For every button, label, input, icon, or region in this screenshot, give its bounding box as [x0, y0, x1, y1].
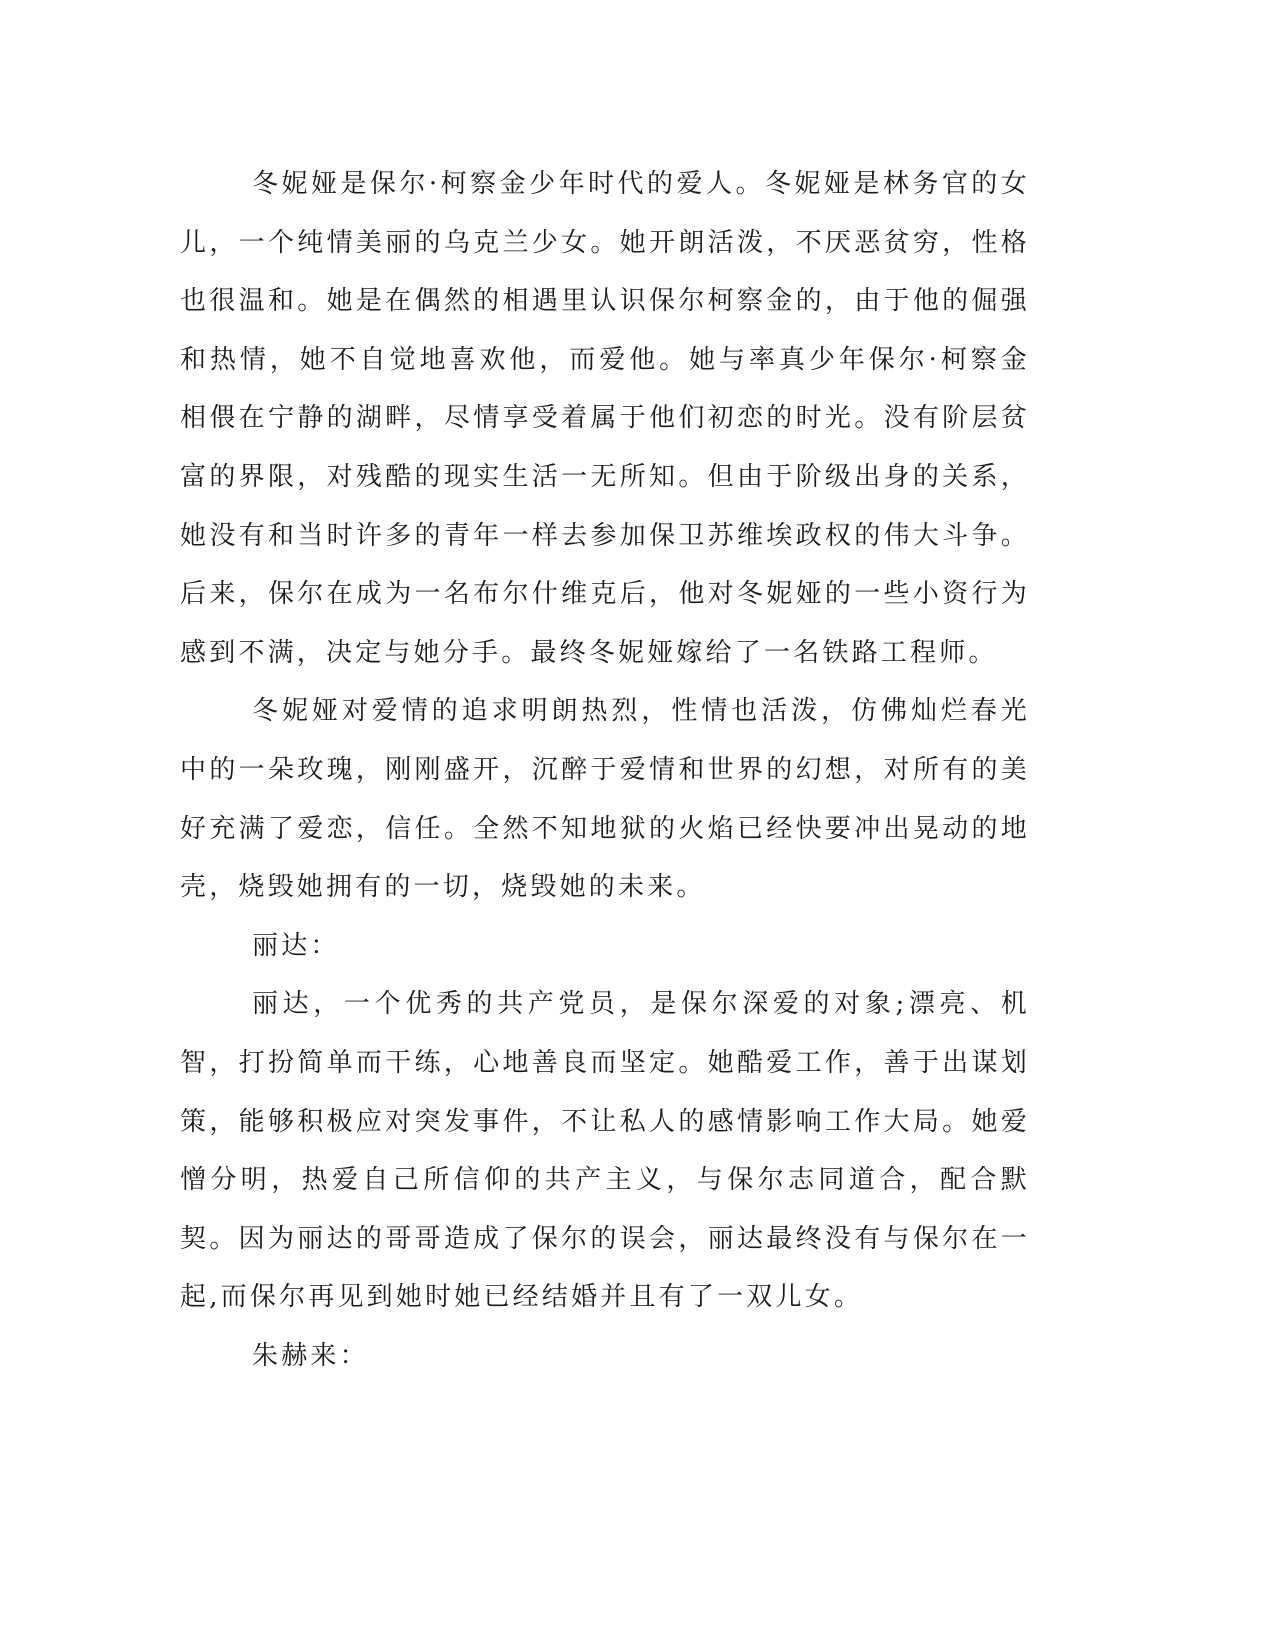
- document-body: [180, 155, 1030, 1385]
- section-heading-zhukhrai: 朱赫来：: [252, 1340, 369, 1371]
- paragraph-tonya-character: 冬妮娅对爱情的追求明朗热烈，性情也活泼，仿佛灿烂春光中的一朵玫瑰，刚刚盛开，沉醉于爱情和世界的幻想，对所有的美好充满了爱恋，信任。全然不知地狱的火焰已经快要冲出晃动的地壳，烧毁她拥有的一切，烧毁她的未来。: [180, 696, 1030, 903]
- section-heading-rita: 丽达：: [252, 930, 340, 961]
- paragraph-rita: 丽达，一个优秀的共产党员，是保尔深爱的对象;漂亮、机智，打扮简单而干练，心地善良而坚定。她酷爱工作，善于出谋划策，能够积极应对突发事件，不让私人的感情影响工作大局。她爱憎分明，热爱自己所信仰的共产主义，与保尔志同道合，配合默契。因为丽达的哥哥造成了保尔的误会，丽达最终没有与保尔在一起,而保尔再见到她时她已经结婚并且有了一双儿女。: [180, 989, 1030, 1313]
- paragraph-tonya-intro: 冬妮娅是保尔·柯察金少年时代的爱人。冬妮娅是林务官的女儿，一个纯情美丽的乌克兰少女。她开朗活泼，不厌恶贫穷，性格也很温和。她是在偶然的相遇里认识保尔柯察金的，由于他的倔强和热情，她不自觉地喜欢他，而爱他。她与率真少年保尔·柯察金相偎在宁静的湖畔，尽情享受着属于他们初恋的时光。没有阶层贫富的界限，对残酷的现实生活一无所知。但由于阶级出身的关系，她没有和当时许多的青年一样去参加保卫苏维埃政权的伟大斗争。后来，保尔在成为一名布尔什维克后，他对冬妮娅的一些小资行为感到不满，决定与她分手。最终冬妮娅嫁给了一名铁路工程师。: [180, 169, 1030, 668]
